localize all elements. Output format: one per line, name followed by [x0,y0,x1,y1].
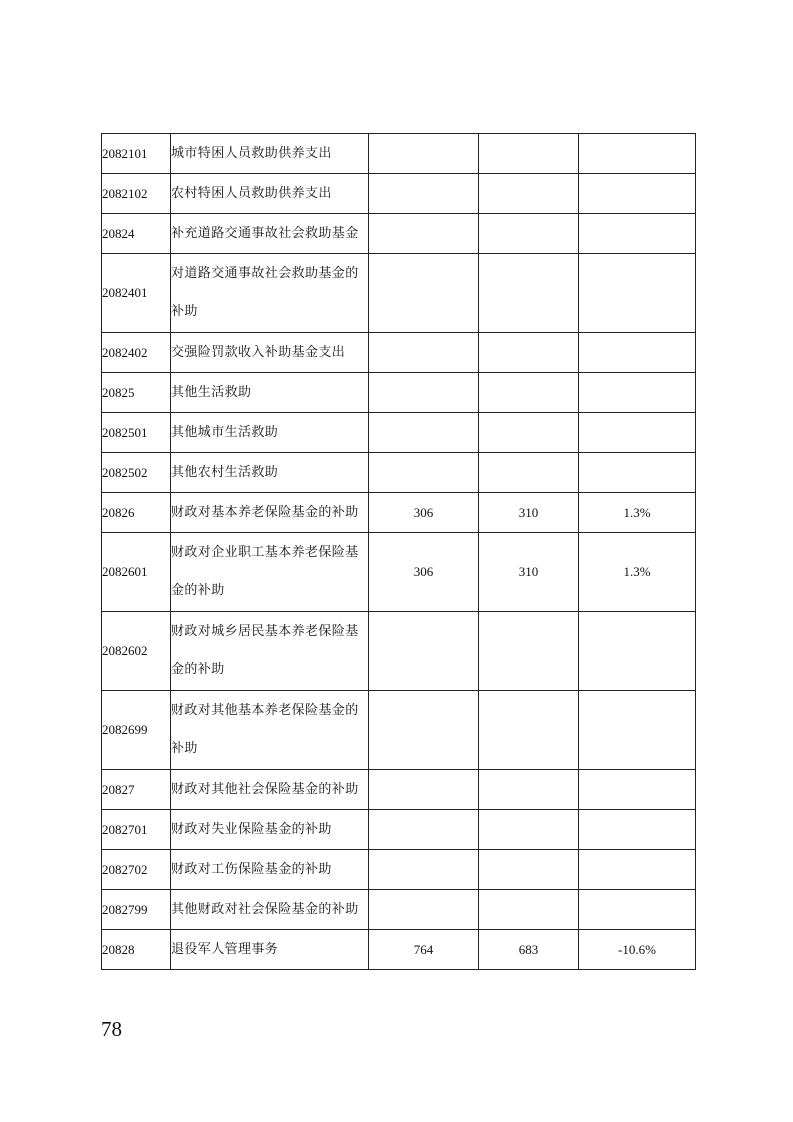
row-change-cell [579,890,696,930]
row-name-cell: 其他生活救助 [171,373,369,413]
row-value-2-cell [479,413,579,453]
row-name-cell: 对道路交通事故社会救助基金的补助 [171,254,369,333]
row-change-cell [579,373,696,413]
row-change-cell [579,174,696,214]
row-value-2-cell [479,770,579,810]
table-row [102,134,696,174]
row-code-cell: 20826 [102,493,171,533]
row-code-cell: 2082101 [102,134,171,174]
row-code-cell: 2082501 [102,413,171,453]
row-value-2-cell: 310 [479,493,579,533]
row-name-cell: 其他城市生活救助 [171,413,369,453]
row-value-2-cell [479,850,579,890]
row-change-cell [579,254,696,333]
row-change-cell [579,413,696,453]
row-value-1-cell [369,333,479,373]
table-row [102,770,696,810]
row-value-2-cell [479,453,579,493]
row-change-cell: -10.6% [579,930,696,970]
row-name-cell: 财政对城乡居民基本养老保险基金的补助 [171,612,369,691]
row-value-1-cell [369,413,479,453]
row-name-cell: 其他农村生活救助 [171,453,369,493]
row-value-1-cell [369,890,479,930]
row-change-cell [579,810,696,850]
row-value-1-cell [369,850,479,890]
row-code-cell: 20827 [102,770,171,810]
row-value-1-cell [369,612,479,691]
table-row [102,373,696,413]
row-value-1-cell [369,453,479,493]
row-code-cell: 2082702 [102,850,171,890]
row-value-1-cell [369,691,479,770]
row-change-cell [579,453,696,493]
row-code-cell: 2082502 [102,453,171,493]
row-value-1-cell [369,373,479,413]
row-change-cell: 1.3% [579,493,696,533]
row-name-cell: 退役军人管理事务 [171,930,369,970]
row-name-cell: 财政对基本养老保险基金的补助 [171,493,369,533]
table-row [102,612,696,691]
row-name-cell: 财政对失业保险基金的补助 [171,810,369,850]
row-value-2-cell [479,691,579,770]
row-change-cell: 1.3% [579,533,696,612]
row-value-1-cell [369,174,479,214]
row-code-cell: 2082701 [102,810,171,850]
row-value-1-cell [369,134,479,174]
table-row [102,453,696,493]
row-value-1-cell: 306 [369,533,479,612]
row-value-1-cell [369,810,479,850]
row-value-2-cell [479,333,579,373]
row-name-cell: 农村特困人员救助供养支出 [171,174,369,214]
row-value-2-cell [479,214,579,254]
table-row [102,254,696,333]
table-row [102,214,696,254]
row-value-2-cell [479,810,579,850]
row-code-cell: 2082699 [102,691,171,770]
table-body [102,134,696,970]
page-number: 78 [101,1017,122,1041]
row-change-cell [579,134,696,174]
row-name-cell: 财政对其他基本养老保险基金的补助 [171,691,369,770]
table-row [102,890,696,930]
table-row [102,333,696,373]
row-value-2-cell [479,612,579,691]
table-row [102,930,696,970]
budget-table [101,133,696,970]
row-value-2-cell: 683 [479,930,579,970]
row-code-cell: 2082401 [102,254,171,333]
row-name-cell: 财政对其他社会保险基金的补助 [171,770,369,810]
row-value-2-cell [479,890,579,930]
row-value-1-cell [369,770,479,810]
row-code-cell: 2082602 [102,612,171,691]
row-code-cell: 20825 [102,373,171,413]
table-row [102,850,696,890]
row-change-cell [579,850,696,890]
table-row [102,174,696,214]
row-name-cell: 补充道路交通事故社会救助基金 [171,214,369,254]
row-code-cell: 2082402 [102,333,171,373]
table-row [102,413,696,453]
row-change-cell [579,770,696,810]
row-value-2-cell [479,373,579,413]
row-name-cell: 城市特困人员救助供养支出 [171,134,369,174]
table-row [102,493,696,533]
row-name-cell: 其他财政对社会保险基金的补助 [171,890,369,930]
table-row [102,810,696,850]
row-name-cell: 财政对工伤保险基金的补助 [171,850,369,890]
row-value-1-cell [369,214,479,254]
row-code-cell: 2082799 [102,890,171,930]
row-value-1-cell: 764 [369,930,479,970]
row-code-cell: 20828 [102,930,171,970]
row-name-cell: 财政对企业职工基本养老保险基金的补助 [171,533,369,612]
table-row [102,691,696,770]
row-value-2-cell [479,254,579,333]
row-change-cell [579,691,696,770]
row-code-cell: 2082601 [102,533,171,612]
table-row [102,533,696,612]
row-value-1-cell [369,254,479,333]
row-change-cell [579,214,696,254]
row-value-2-cell [479,174,579,214]
row-value-1-cell: 306 [369,493,479,533]
row-name-cell: 交强险罚款收入补助基金支出 [171,333,369,373]
row-value-2-cell: 310 [479,533,579,612]
row-value-2-cell [479,134,579,174]
row-change-cell [579,612,696,691]
row-code-cell: 20824 [102,214,171,254]
row-code-cell: 2082102 [102,174,171,214]
row-change-cell [579,333,696,373]
